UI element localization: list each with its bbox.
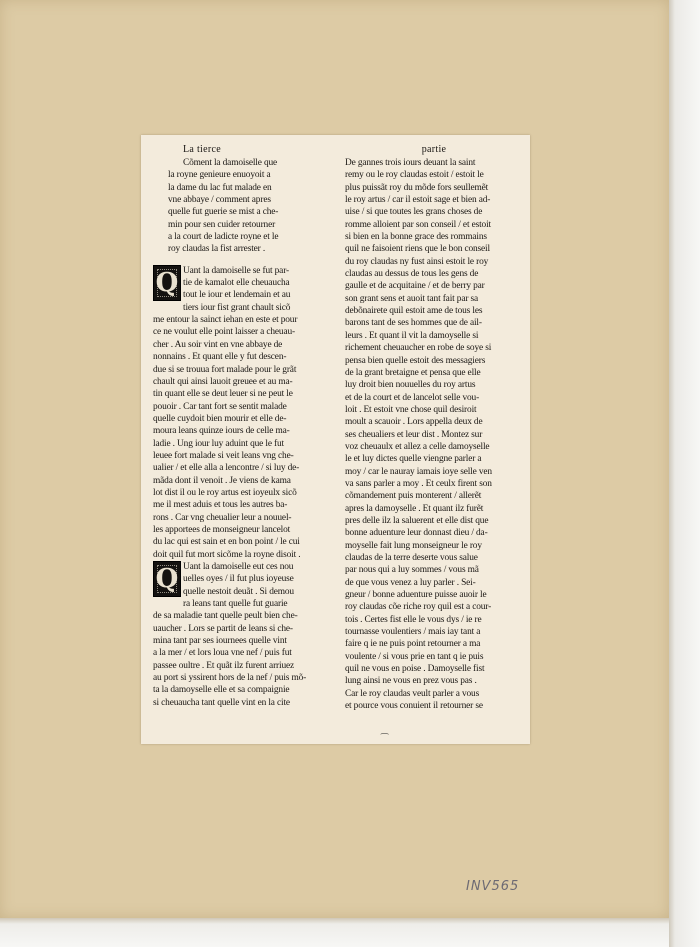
- text-line: a la mer / et lors loua vne nef / puis fut: [153, 648, 292, 659]
- text-line: tournasse voulentiers / mais iay tant a: [345, 627, 481, 638]
- text-line: pouoir . Car tant fort se sentit malade: [153, 401, 287, 412]
- text-line: rons . Car vng cheualier leur a nouuel-: [153, 512, 292, 523]
- printed-leaf: [141, 135, 530, 744]
- mount-right-edge: [669, 0, 700, 947]
- text-line: ra leans tant quelle fut guarie: [183, 599, 288, 610]
- text-line: pres delle ilz la saluerent et elle dist que: [345, 515, 489, 526]
- text-line: me il mest aduis et tous les autres ba-: [153, 500, 288, 511]
- text-line: romme alloient par son conseil / et estoit: [345, 219, 492, 230]
- text-line: debõnairete quil estoit ame de tous les: [345, 306, 483, 317]
- text-line: voulente / si vous prie en tant q ie puis: [345, 651, 484, 662]
- text-line: Car le roy claudas veult parler a vous: [345, 688, 480, 699]
- text-line: luy droit bien nouuelles du roy artus: [345, 380, 476, 391]
- left-column: [153, 143, 331, 709]
- text-line: ualier / et elle alla a lencontre / si luy de-: [153, 463, 300, 474]
- text-line: tie de kamalot elle cheuaucha: [183, 278, 290, 289]
- text-line: et de la court et de lancelot selle vou-: [345, 392, 480, 403]
- chapter-title-line: min pour sen cuider retourner: [168, 219, 276, 230]
- text-line: du roy claudas ny fust ainsi estoit le roy: [345, 256, 489, 267]
- text-line: et pource vous conuient il retourner se: [345, 701, 483, 712]
- text-line: va sans parler a moy . Et ceulx firent son: [345, 478, 492, 489]
- text-line: si cheuaucha tant quelle vint en la cite: [153, 697, 290, 708]
- text-line: gaulle et de acquitaine / et de berry par: [345, 281, 485, 292]
- text-line: plus puissãt roy du mõde fors seullemẽt: [345, 182, 489, 193]
- text-line: de que vous venez a luy parler . Sei-: [345, 577, 476, 588]
- text-line: tois . Certes fist elle le vous dys / ie re: [345, 614, 482, 625]
- text-line: quelle nestoit deuãt . Si demou: [183, 586, 294, 597]
- text-line: richement cheuaucher en robe de soye si: [345, 343, 492, 354]
- text-line: les apportees de monseigneur lancelot: [153, 524, 291, 535]
- text-line: nonnains . Et quant elle y fut descen-: [153, 352, 287, 363]
- text-line: remy ou le roy claudas estoit / estoit le: [345, 170, 484, 181]
- text-line: claudas de la terre deserte vous salue: [345, 553, 478, 563]
- catchword-mark: ⁀: [381, 733, 389, 743]
- text-line: lung ainsi ne vous en prez vous pas .: [345, 676, 477, 687]
- mount-bottom-edge: [0, 918, 669, 947]
- chapter-title: [153, 157, 331, 256]
- text-line: barons tant de ses hommes que de ail-: [345, 318, 482, 329]
- text-line: due si se trouua fort malade pour le grãt: [153, 364, 297, 375]
- chapter-title-line: quelle fut guerie se mist a che-: [168, 207, 279, 218]
- text-line: De gannes trois iours deuant la saint: [345, 158, 476, 168]
- paragraph-2: [153, 561, 331, 709]
- text-line: moult a scauoir . Lors appella deux de: [345, 417, 483, 428]
- text-line: leuee fort malade si veit leans vng che-: [153, 450, 294, 461]
- chapter-title-line: vne abbaye / comment apres: [168, 195, 271, 206]
- text-line: lot dist il ou le roy artus est ioyeulx sicõ: [153, 487, 297, 498]
- text-line: uise / si que toutes les grans choses de: [345, 207, 483, 218]
- text-line: uaucher . Lors se partit de leans si che-: [153, 623, 293, 634]
- text-line: son grant sens et auoit tant fait par sa: [345, 293, 479, 304]
- running-head-right: partie: [421, 144, 447, 155]
- chapter-title-line: Cõment la damoiselle que: [183, 158, 278, 168]
- text-line: uelles oyes / il fut plus ioyeuse: [183, 574, 294, 585]
- text-line: faire q ie ne puis point retourner a ma: [345, 639, 481, 650]
- text-line: ladie . Ung iour luy aduint que le fut: [153, 438, 284, 449]
- text-line: moy / car le nauray iamais ioye selle ven: [345, 466, 492, 477]
- decorated-initial-q: Q: [153, 265, 181, 301]
- text-line: ce ne voulut elle point laisser a cheuau-: [153, 327, 295, 338]
- text-line: loit . Et estoit vne chose quil desiroit: [345, 404, 477, 415]
- text-line: pensa bien quelle estoit des messagiers: [345, 355, 486, 366]
- text-line: passee oultre . Et quãt ilz furent arriuez: [153, 660, 295, 671]
- inventory-number: INV565: [466, 879, 520, 894]
- text-line: par nous qui a luy sommes / vous mã: [345, 565, 479, 576]
- text-line: de la grant bretaigne et pensa que elle: [345, 367, 481, 378]
- text-line: mina tant par ses iournees quelle vint: [153, 636, 287, 647]
- decorated-initial-q: Q: [153, 561, 181, 597]
- text-line: ses cheualiers et leur dist . Montez sur: [345, 429, 483, 440]
- text-line: ta la damoyselle elle et sa compaignie: [153, 685, 290, 696]
- text-line: moyselle fait lung monseigneur le roy: [345, 540, 482, 551]
- text-line: Uant la damoiselle eut ces nou: [183, 562, 294, 572]
- text-line: quil ne vous en poise . Damoyselle fist: [345, 664, 485, 675]
- chapter-title-line: a la court de ladicte royne et le: [168, 232, 279, 243]
- running-head-left: La tierce: [183, 144, 221, 155]
- text-line: si bien en la bonne grace des rommains: [345, 232, 487, 243]
- chapter-title-line: roy claudas la fist arrester .: [168, 244, 266, 255]
- chapter-title-line: la dame du lac fut malade en: [168, 182, 272, 193]
- text-line: mãda dont il venoit . Je viens de kama: [153, 475, 291, 486]
- text-line: Uant la damoiselle se fut par-: [183, 265, 289, 276]
- text-line: voz cheuaulx et allez a celle damoyselle: [345, 441, 490, 452]
- text-line: bonne aduenture leur donnast dieu / da-: [345, 528, 488, 539]
- text-line: me entour la sainct iehan en este et pour: [153, 315, 298, 326]
- text-line: tiers iour fist grant chault sicõ: [183, 302, 291, 313]
- right-column: [345, 143, 523, 712]
- text-line: quelle cuydoit bien mourir et elle de-: [153, 413, 287, 424]
- text-line: du lac qui est sain et en bon point / le cui: [153, 537, 300, 548]
- text-line: le et luy dictes quelle viengne parler a: [345, 454, 482, 465]
- text-line: le roy artus / car il estoit sage et bien ad-: [345, 195, 491, 206]
- chapter-title-line: la royne genieure enuoyoit a: [168, 170, 271, 181]
- text-line: apres la damoyselle . Et quant ilz furẽt: [345, 503, 484, 514]
- paragraph-1: [153, 265, 331, 561]
- text-line: doit quil fut mort sicõme la royne disoit .: [153, 549, 301, 560]
- text-line: roy claudas cõe riche roy quil est a cour-: [345, 602, 492, 613]
- text-line: claudas au dessus de tous les gens de: [345, 269, 479, 280]
- text-line: de sa maladie tant quelle peult bien che-: [153, 611, 298, 622]
- text-line: gneur / bonne aduenture puisse auoir le: [345, 590, 487, 601]
- text-line: cõmandement puis monterent / allerẽt: [345, 491, 482, 502]
- text-line: au port si yssirent hors de la nef / puis mõ-: [153, 673, 307, 684]
- text-line: chault qui ainsi lauoit greuee et au ma-: [153, 376, 293, 387]
- text-line: tin quant elle se deut leuer si ne peut le: [153, 389, 293, 400]
- text-line: tout le iour et lendemain et au: [183, 290, 291, 301]
- text-line: moura leans quinze iours de celle ma-: [153, 426, 290, 437]
- text-line: cher . Au soir vint en vne abbaye de: [153, 339, 283, 350]
- text-line: leurs . Et quant il vit la damoyselle si: [345, 330, 479, 341]
- text-line: quil ne faisoient riens que le bon conseil: [345, 244, 490, 255]
